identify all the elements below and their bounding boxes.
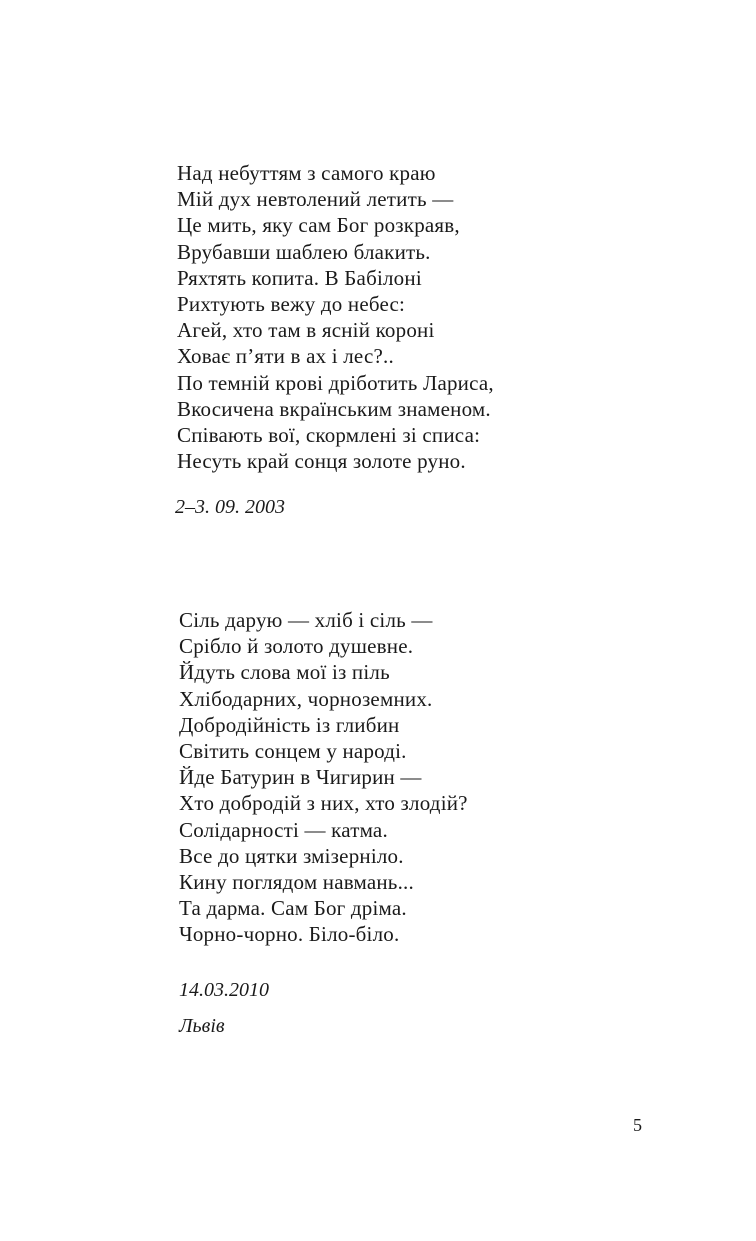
poem-2-date: 14.03.2010 (179, 979, 269, 1001)
poem-line: Несуть край сонця золоте руно. (177, 449, 466, 474)
poem-line: Над небуттям з самого краю (177, 161, 436, 185)
poem-line: Агей, хто там в ясній короні (177, 318, 435, 343)
poem-line: Та дарма. Сам Бог дріма. (179, 896, 407, 921)
poem-2-place: Львів (179, 1015, 225, 1037)
poem-line: Сіль дарую — хліб і сіль — (179, 608, 433, 632)
poem-line: Ряхтять копита. В Бабілоні (177, 265, 422, 290)
poem-line: Це мить, яку сам Бог розкраяв, (177, 213, 460, 238)
poem-line: Все до цятки змізерніло. (179, 843, 404, 868)
poem-line: Йдуть слова мої із піль (179, 660, 390, 685)
poem-line: Хто добродій з них, хто злодій? (179, 791, 468, 816)
page-number: 5 (633, 1115, 642, 1135)
poem-line: По темній крові дріботить Лариса, (177, 370, 494, 395)
poem-1 (177, 160, 494, 474)
poem-1-date: 2–3. 09. 2003 (175, 496, 285, 518)
poem-line: Хлібодарних, чорноземних. (179, 686, 433, 711)
poem-2 (179, 607, 468, 948)
poem-line: Мій дух невтолений летить — (177, 187, 454, 212)
poem-line: Ховає п’яти в ах і лес?.. (177, 344, 394, 369)
poem-line: Йде Батурин в Чигирин — (179, 765, 422, 790)
poem-line: Світить сонцем у народі. (179, 739, 407, 764)
poem-line: Вкосичена вкраїнським знаменом. (177, 396, 491, 421)
poem-line: Рихтують вежу до небес: (177, 292, 406, 317)
poem-line: Співають вої, скормлені зі списа: (177, 423, 481, 448)
poem-line: Врубавши шаблею блакить. (177, 239, 431, 264)
poem-line: Кину поглядом навмань... (179, 870, 414, 895)
poem-line: Добродійність із глибин (179, 712, 400, 737)
poem-line: Чорно-чорно. Біло-біло. (179, 922, 400, 947)
poem-line: Срібло й золото душевне. (179, 634, 414, 659)
poem-line: Солідарності — катма. (179, 817, 388, 842)
